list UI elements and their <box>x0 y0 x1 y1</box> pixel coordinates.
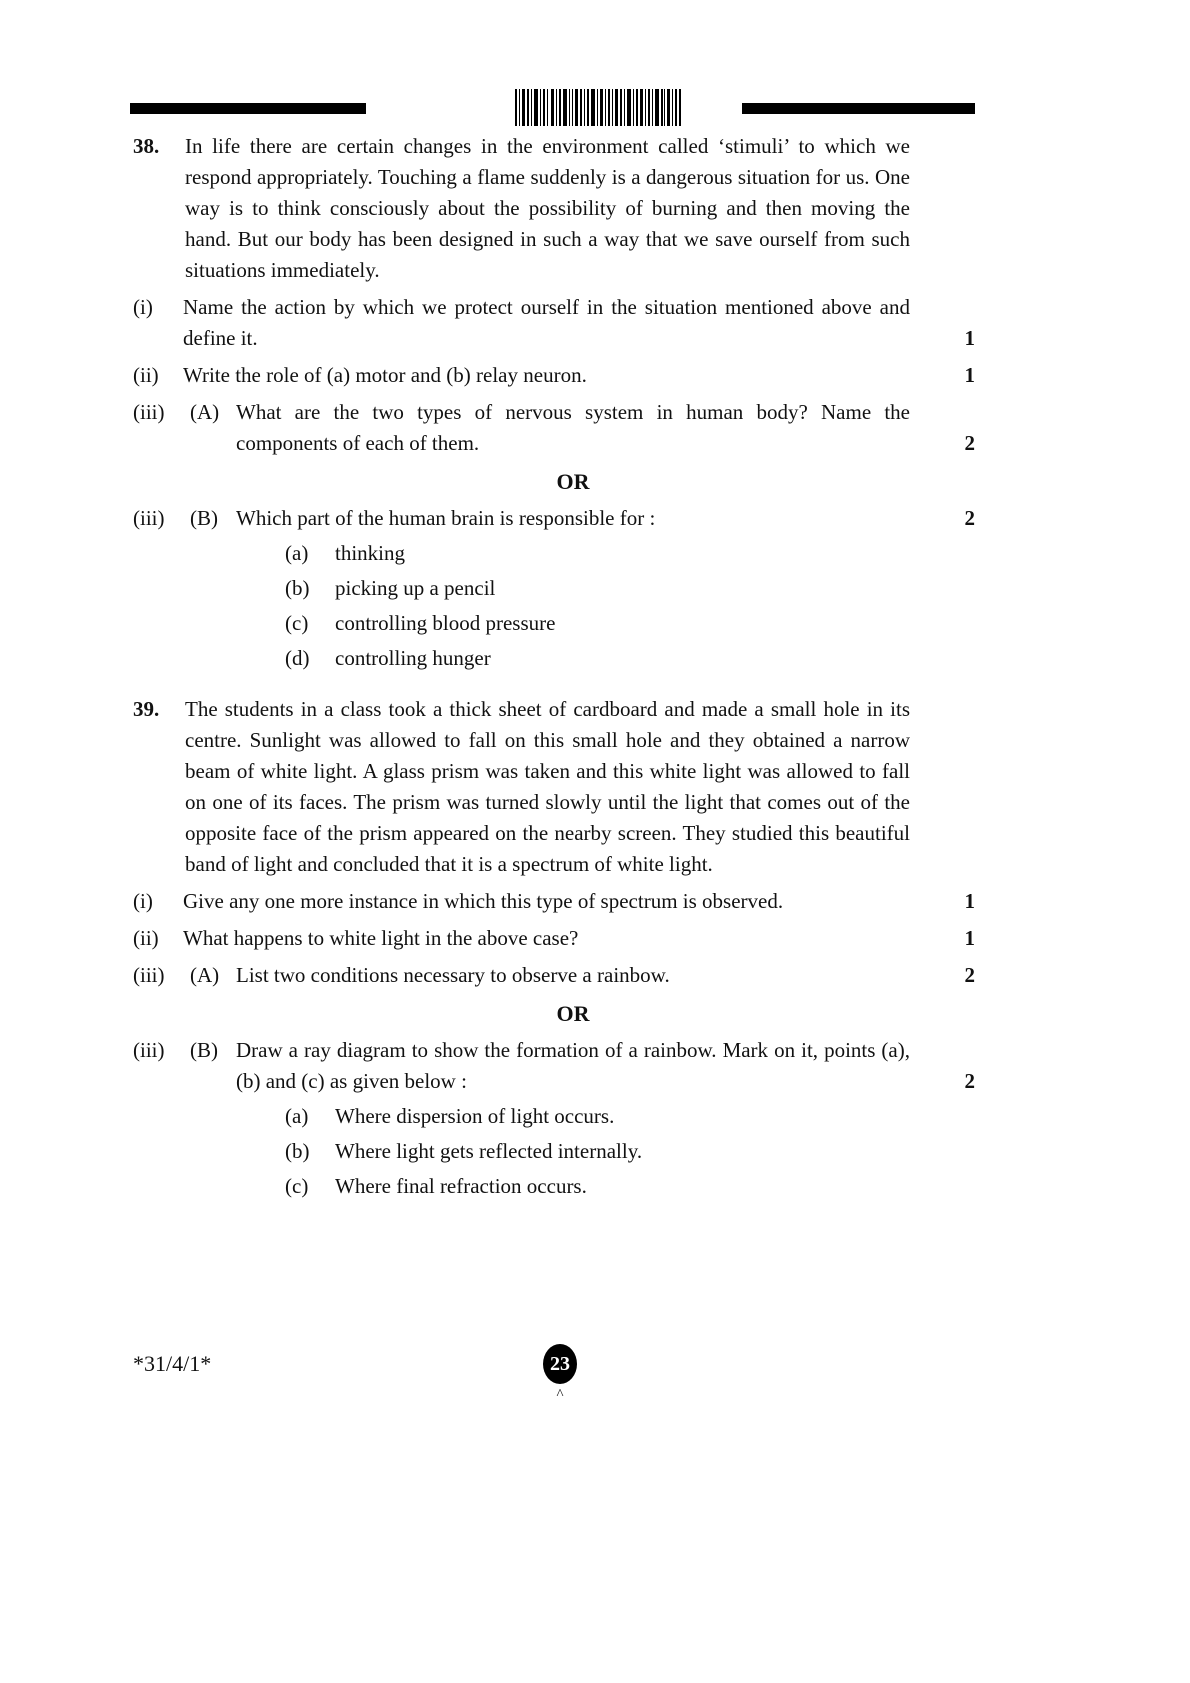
part-label: (iii) <box>133 1038 165 1062</box>
question-part <box>133 360 975 391</box>
option-item <box>285 1101 975 1132</box>
option-item <box>285 538 975 569</box>
part-text: Draw a ray diagram to show the formation of a rainbow. Mark on it, points (a), (b) and (c) as given below : <box>236 1038 910 1093</box>
option-item <box>285 1136 975 1167</box>
part-label: (ii) <box>133 926 159 950</box>
question-part-alternative <box>133 503 975 534</box>
option-text: picking up a pencil <box>335 576 496 600</box>
part-marks: 2 <box>964 963 975 987</box>
part-label: (iii) <box>133 506 165 530</box>
option-text: Where light gets reflected internally. <box>335 1139 643 1163</box>
part-sublabel: (A) <box>190 963 220 987</box>
option-text: controlling hunger <box>335 646 491 670</box>
or-separator: OR <box>556 1001 590 1026</box>
option-item <box>285 1171 975 1202</box>
question-number: 39. <box>133 697 160 721</box>
option-label: (d) <box>285 646 310 670</box>
option-label: (a) <box>285 1104 309 1128</box>
option-text: thinking <box>335 541 406 565</box>
barcode-icon <box>515 89 682 126</box>
part-marks: 1 <box>964 926 975 950</box>
question-intro-text: The students in a class took a thick sheet of cardboard and made a small hole in its centre. Sunlight was allowed to fall on this small hole and they obtained a narrow beam of white light. A glass prism was taken and this white light was allowed to fall on one of its faces. The prism was turned slowly until the light that comes out of the opposite face of the prism appeared on the nearby screen. They studied this beautiful band of light and concluded that it is a spectrum of white light. <box>185 697 910 876</box>
part-sublabel: (A) <box>190 400 220 424</box>
part-label-group <box>133 960 236 991</box>
page-number-badge: 23 <box>543 1344 577 1384</box>
option-item <box>285 573 975 604</box>
part-text: Name the action by which we protect ourself in the situation mentioned above and define it. <box>183 295 910 350</box>
question-intro-row <box>133 131 975 286</box>
part-marks: 1 <box>964 326 975 350</box>
part-label: (iii) <box>133 400 165 424</box>
question-part-alternative <box>133 1035 975 1097</box>
part-text: Which part of the human brain is responsible for : <box>236 506 656 530</box>
question-part <box>133 397 975 459</box>
question-part <box>133 960 975 991</box>
part-label: (iii) <box>133 963 165 987</box>
paper-code: *31/4/1* <box>133 1351 212 1376</box>
part-label: (i) <box>133 889 153 913</box>
part-text: Write the role of (a) motor and (b) relay neuron. <box>183 363 587 387</box>
question-part <box>133 292 975 354</box>
option-text: Where final refraction occurs. <box>335 1174 587 1198</box>
part-sublabel: (B) <box>190 1038 218 1062</box>
part-marks: 1 <box>964 363 975 387</box>
part-text: Give any one more instance in which this type of spectrum is observed. <box>183 889 784 913</box>
page-caret: ^ <box>556 1387 564 1403</box>
question-38 <box>133 131 975 674</box>
question-part <box>133 923 975 954</box>
part-text: List two conditions necessary to observe a rainbow. <box>236 963 670 987</box>
part-marks: 2 <box>964 431 975 455</box>
part-marks: 2 <box>964 506 975 530</box>
header-rule-left <box>130 103 366 114</box>
option-label: (c) <box>285 1174 309 1198</box>
part-label-group <box>133 1035 236 1066</box>
question-number: 38. <box>133 134 160 158</box>
part-sublabel: (B) <box>190 506 218 530</box>
part-marks: 2 <box>964 1069 975 1093</box>
option-text: controlling blood pressure <box>335 611 556 635</box>
option-item <box>285 643 975 674</box>
part-label-group <box>133 503 236 534</box>
option-label: (b) <box>285 576 310 600</box>
page-content <box>133 131 975 1202</box>
part-text: What are the two types of nervous system in human body? Name the components of each of them. <box>236 400 910 455</box>
part-label-group <box>133 397 236 428</box>
part-text: What happens to white light in the above case? <box>183 926 579 950</box>
option-label: (b) <box>285 1139 310 1163</box>
header-rule-right <box>742 103 975 114</box>
question-39 <box>133 694 975 1202</box>
question-intro-text: In life there are certain changes in the environment called ‘stimuli’ to which we respond appropriately. Touching a flame suddenly is a dangerous situation for us. One way is to think consciously about the possibility of burning and then moving the hand. But our body has been designed in such a way that we save ourself from such situations immediately. <box>185 134 910 282</box>
part-label: (ii) <box>133 363 159 387</box>
or-separator: OR <box>556 469 590 494</box>
question-part <box>133 886 975 917</box>
part-label: (i) <box>133 295 153 319</box>
option-label: (a) <box>285 541 309 565</box>
question-intro-row <box>133 694 975 880</box>
option-item <box>285 608 975 639</box>
part-marks: 1 <box>964 889 975 913</box>
option-label: (c) <box>285 611 309 635</box>
option-text: Where dispersion of light occurs. <box>335 1104 615 1128</box>
